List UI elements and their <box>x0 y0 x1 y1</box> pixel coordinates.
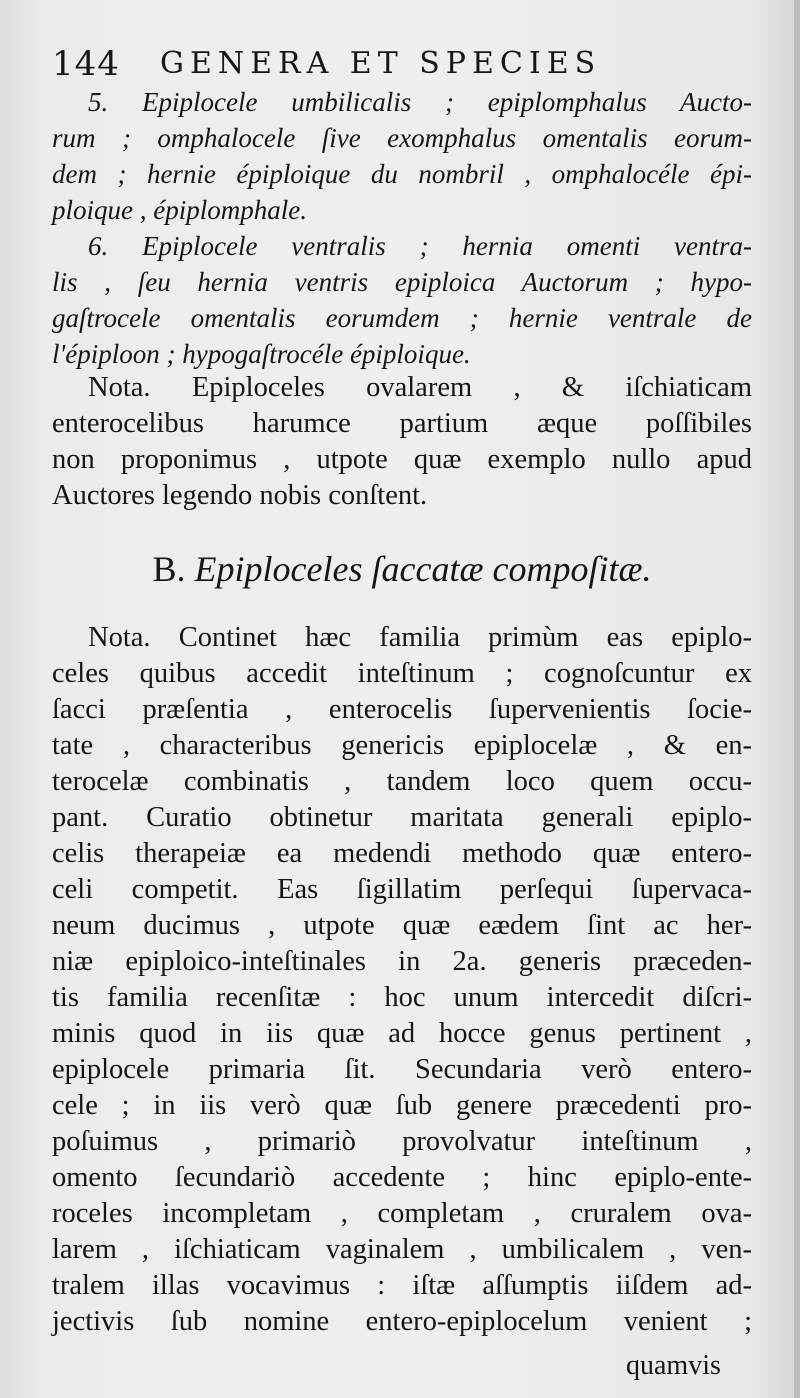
text-line: celes quibus accedit inteſtinum ; cognoſcuntur ex <box>52 658 752 689</box>
text-line: Auctores legendo nobis conſtent. <box>52 480 428 511</box>
text-line: neum ducimus , utpote quæ eædem ſint ac her- <box>52 910 752 941</box>
text-line: cele ; in iis verò quæ ſub genere præcedenti pro- <box>52 1090 752 1121</box>
section-letter: B. <box>152 549 186 589</box>
text-line: tate , characteribus genericis epiplocelæ , & en- <box>52 730 752 761</box>
page-number: 144 <box>52 44 120 84</box>
text-line: Nota. Continet hæc familia primùm eas epiplo- <box>88 622 752 653</box>
text-line: pant. Curatio obtinetur maritata generali epiplo- <box>52 802 752 833</box>
text-line: omento ſecundariò accedente ; hinc epiplo-ente- <box>52 1162 752 1193</box>
section-title: Epiploceles ſaccatæ compoſitæ. <box>194 549 652 589</box>
text-line: celi competit. Eas ſigillatim perſequi ſupervaca- <box>52 874 752 905</box>
text-line: rum ; omphalocele ſive exomphalus omentalis eorum- <box>52 123 752 153</box>
text-line: Nota. Epiploceles ovalarem , & iſchiaticam <box>88 372 752 403</box>
text-line: 6. Epiplocele ventralis ; hernia omenti ventra- <box>88 231 752 261</box>
text-line: enterocelibus harumce partium æque poſſibiles <box>52 408 752 439</box>
page-edge-shadow <box>794 0 800 1398</box>
page-header <box>52 44 752 88</box>
text-line: tis familia recenſitæ : hoc unum intercedit diſcri- <box>52 982 752 1013</box>
text-line: jectivis ſub nomine entero-epiplocelum venient ; <box>52 1306 752 1337</box>
text-line: epiplocele primaria ſit. Secundaria verò entero- <box>52 1054 752 1085</box>
text-line: terocelæ combinatis , tandem loco quem occu- <box>52 766 752 797</box>
text-line: niæ epiploico-inteſtinales in 2a. generis præceden- <box>52 946 752 977</box>
text-line: 5. Epiplocele umbilicalis ; epiplomphalus Aucto- <box>88 87 752 117</box>
text-line: non proponimus , utpote quæ exemplo nullo apud <box>52 444 752 475</box>
text-line: gaſtrocele omentalis eorumdem ; hernie ventrale de <box>52 303 752 333</box>
text-line: poſuimus , primariò provolvatur inteſtinum , <box>52 1126 752 1157</box>
text-line: minis quod in iis quæ ad hocce genus pertinent , <box>52 1018 752 1049</box>
text-line: l'épiploon ; hypogaſtrocéle épiploique. <box>52 339 471 369</box>
text-line: lis , ſeu hernia ventris epiploica Auctorum ; hypo- <box>52 267 752 297</box>
text-line: roceles incompletam , completam , cruralem ova- <box>52 1198 752 1229</box>
section-heading <box>52 548 752 590</box>
catchword: quamvis <box>626 1350 721 1381</box>
text-line: celis therapeiæ ea medendi methodo quæ entero- <box>52 838 752 869</box>
text-line: ſacci præſentia , enterocelis ſupervenientis ſocie- <box>52 694 752 725</box>
text-line: tralem illas vocavimus : iſtæ aſſumptis iiſdem ad- <box>52 1270 752 1301</box>
text-line: dem ; hernie épiploique du nombril , omphalocéle épi- <box>52 159 752 189</box>
running-title: GENERA ET SPECIES <box>160 46 602 81</box>
text-line: ploique , épiplomphale. <box>52 195 307 225</box>
text-line: larem , iſchiaticam vaginalem , umbilicalem , ven- <box>52 1234 752 1265</box>
